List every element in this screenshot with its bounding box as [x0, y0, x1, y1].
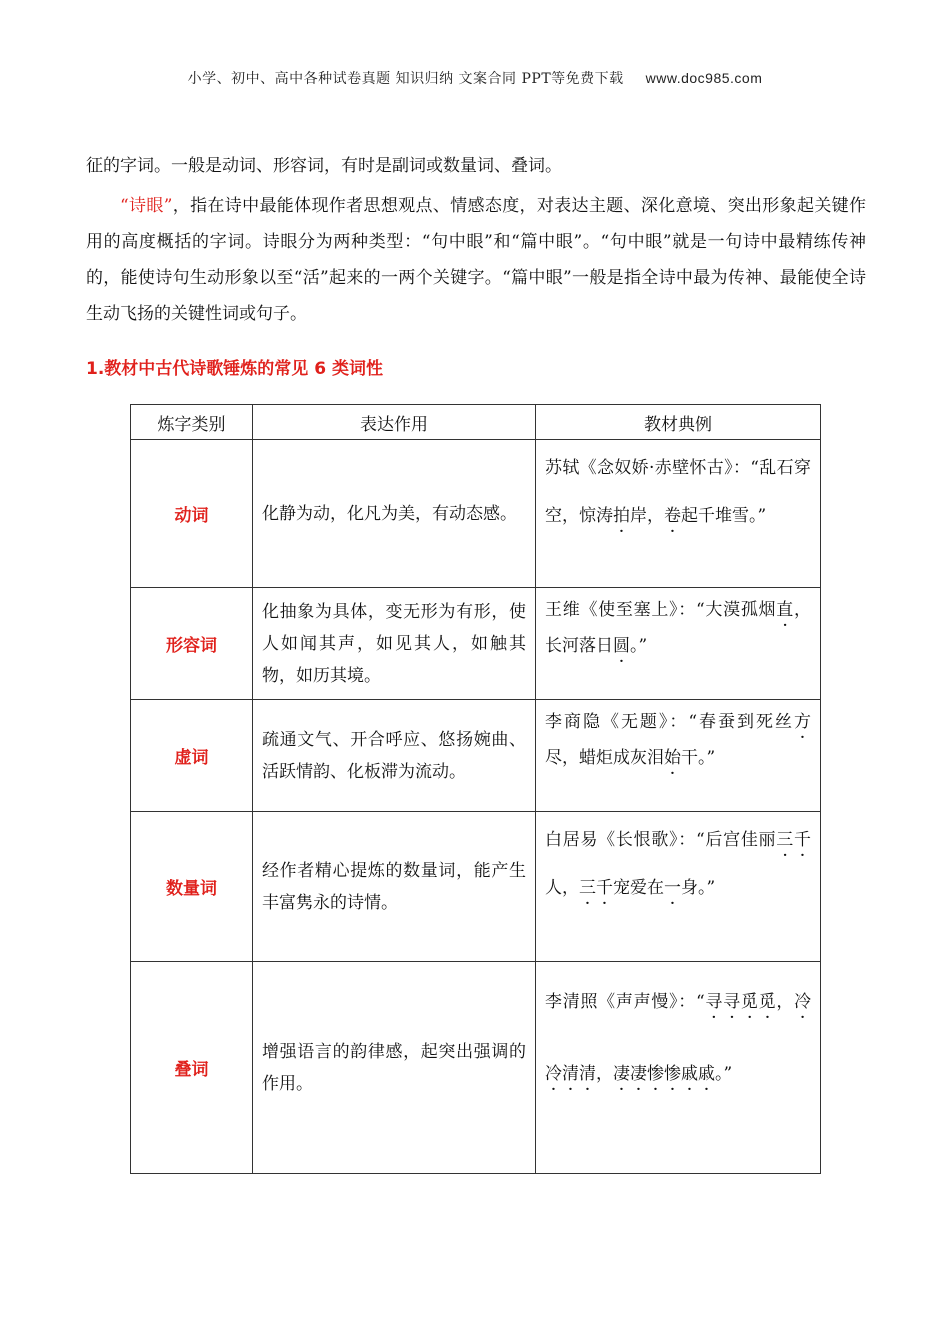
paragraph-2-text: ，指在诗中最能体现作者思想观点、情感态度，对表达主题、深化意境、突出形象起关键作用的高度概括的字词。诗眼分为两种类型：“句中眼”和“篇中眼”。“句中眼”就是一句诗中最精练传神的，能使诗句生动形象以至“活”起来的一两个关键字。“篇中眼”一般是指全诗中最为传神、最能使全诗生动飞扬的关键性词或句子。 — [86, 196, 866, 324]
row-function: 疏通文气、开合呼应、悠扬婉曲、活跃情韵、化板滞为流动。 — [253, 700, 536, 812]
row-function: 化静为动，化凡为美，有动态感。 — [253, 440, 536, 588]
row-category: 数量词 — [131, 812, 253, 962]
row-example: 李商隐《无题》：“春蚕到死丝方尽，蜡炬成灰泪始干。” — [536, 700, 821, 812]
table-row — [131, 588, 821, 700]
table-row — [131, 812, 821, 962]
word-type-table — [130, 404, 821, 1174]
term-shiyan: “诗眼” — [120, 196, 173, 216]
row-category: 虚词 — [131, 700, 253, 812]
section-title: 1.教材中古代诗歌锤炼的常见 6 类词性 — [86, 359, 383, 379]
row-category: 形容词 — [131, 588, 253, 700]
table-header-row — [131, 405, 821, 440]
header-site[interactable]: www.doc985.com — [645, 70, 763, 86]
row-example: 李清照《声声慢》：“寻寻觅觅，冷冷清清，凄凄惨惨戚戚。” — [536, 962, 821, 1174]
page-header — [0, 68, 950, 88]
row-category: 叠词 — [131, 962, 253, 1174]
row-example: 苏轼《念奴娇·赤壁怀古》：“乱石穿空，惊涛拍岸，卷起千堆雪。” — [536, 440, 821, 588]
table-row — [131, 700, 821, 812]
row-function: 化抽象为具体，变无形为有形，使人如闻其声，如见其人，如触其物，如历其境。 — [253, 588, 536, 700]
table-row — [131, 962, 821, 1174]
row-example: 王维《使至塞上》：“大漠孤烟直，长河落日圆。” — [536, 588, 821, 700]
header-example: 教材典例 — [536, 405, 821, 440]
row-function: 增强语言的韵律感，起突出强调的作用。 — [253, 962, 536, 1174]
header-text: 小学、初中、高中各种试卷真题 知识归纳 文案合同 PPT等免费下载 — [187, 71, 624, 87]
row-function: 经作者精心提炼的数量词，能产生丰富隽永的诗情。 — [253, 812, 536, 962]
paragraph-1: 征的字词。一般是动词、形容词，有时是副词或数量词、叠词。 — [86, 156, 562, 176]
header-category: 炼字类别 — [131, 405, 253, 440]
table-row — [131, 440, 821, 588]
paragraph-2 — [86, 188, 866, 332]
row-category: 动词 — [131, 440, 253, 588]
header-function: 表达作用 — [253, 405, 536, 440]
row-example: 白居易《长恨歌》：“后宫佳丽三千人，三千宠爱在一身。” — [536, 812, 821, 962]
